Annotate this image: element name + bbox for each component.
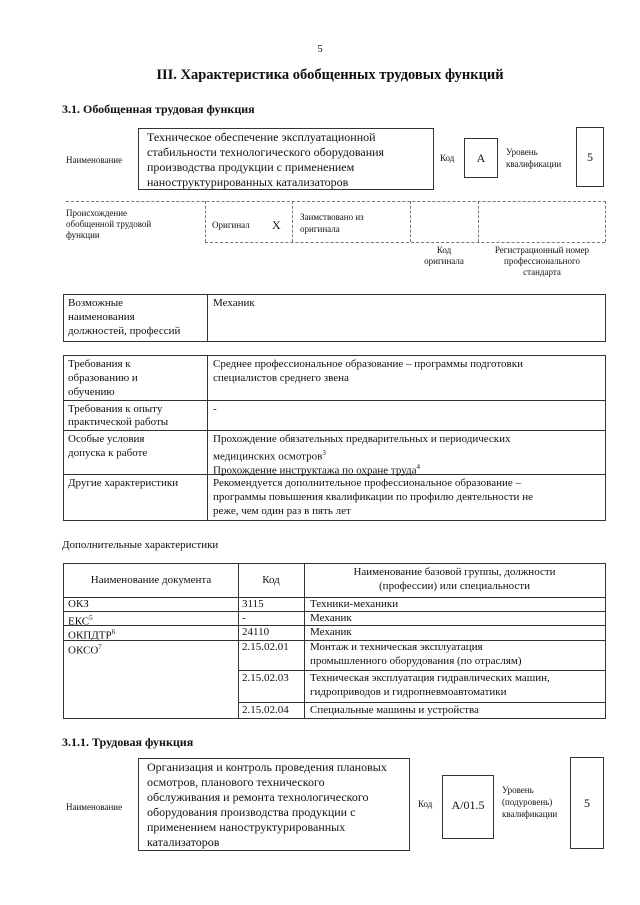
col-header-doc: Наименование документа xyxy=(90,574,212,586)
borrowed-label: оригинала xyxy=(300,224,340,234)
req-label: образованию и xyxy=(68,372,138,384)
req-label: Другие характеристики xyxy=(68,477,179,489)
req-value: Прохождение инструктажа по охране труда$^4$ xyxy=(213,463,421,477)
req-value: программы повышения квалификации по профилю деятельности не xyxy=(213,491,533,503)
level-value: 5 xyxy=(584,796,590,810)
function-name-line: наноструктурированных катализаторов xyxy=(147,175,349,189)
name-label: Наименование xyxy=(66,802,123,812)
code-original-label: Код xyxy=(436,245,452,255)
borrowed-label: Заимствовано из xyxy=(300,212,364,222)
origin-label: функции xyxy=(66,230,100,240)
doc-cell: ЕКС$^5$ xyxy=(68,614,93,628)
req-label: Требования к опыту xyxy=(68,403,163,415)
name-cell: Техническая эксплуатация гидравлических машин, xyxy=(310,672,550,684)
origin-label: Происхождение xyxy=(66,208,128,218)
original-mark: X xyxy=(272,218,281,232)
level-label: квалификации xyxy=(506,159,562,169)
req-value: Рекомендуется дополнительное профессиональное образование – xyxy=(213,477,522,489)
name-label: Наименование xyxy=(66,155,123,165)
col-header-name: (профессии) или специальности xyxy=(379,580,530,592)
col-header-code: Код xyxy=(262,574,280,586)
name-cell: промышленного оборудования (по отраслям) xyxy=(310,655,522,667)
doc-cell: ОКСО$^7$ xyxy=(68,643,102,657)
labor-function-line: оборудования производства продукции с xyxy=(147,805,356,819)
doc-cell: ОКЗ xyxy=(68,598,89,610)
labor-function-line: катализаторов xyxy=(147,835,220,849)
col-header-name: Наименование базовой группы, должности xyxy=(353,566,556,578)
level-box xyxy=(576,127,604,187)
requirements-table xyxy=(63,355,606,521)
code-value: A xyxy=(476,151,486,165)
labor-function-line: Организация и контроль проведения плановых xyxy=(147,760,387,774)
req-value: медицинских осмотров$^3$ xyxy=(213,449,326,463)
labor-function-name-box xyxy=(138,758,410,851)
level-label: квалификации xyxy=(502,809,558,819)
req-label: допуска к работе xyxy=(68,447,148,459)
reg-number-label: профессионального xyxy=(504,256,580,266)
function-name-line: Техническое обеспечение эксплуатационной xyxy=(147,130,376,144)
page-number: 5 xyxy=(317,44,323,55)
level-box xyxy=(570,757,604,849)
code-box xyxy=(442,775,494,839)
code-cell: 24110 xyxy=(242,626,270,638)
name-cell: Механик xyxy=(310,612,352,624)
code-cell: 3115 xyxy=(242,598,264,610)
code-cell: 2.15.02.04 xyxy=(242,704,289,716)
code-label: Код xyxy=(440,153,455,163)
section-heading-3-1-1: 3.1.1. Трудовая функция xyxy=(62,735,194,749)
reg-number-label: стандарта xyxy=(523,267,561,277)
code-box xyxy=(464,138,498,178)
name-cell: Специальные машины и устройства xyxy=(310,704,479,716)
code-value: A/01.5 xyxy=(451,798,485,812)
section-heading-3-1: 3.1. Обобщенная трудовая функция xyxy=(62,102,255,116)
code-original-label: оригинала xyxy=(424,256,464,266)
doc-cell: ОКПДТР$^6$ xyxy=(68,628,116,642)
code-cell: 2.15.02.03 xyxy=(242,672,289,684)
function-name-line: производства продукции с применением xyxy=(147,160,355,174)
positions-label: наименования xyxy=(68,311,135,323)
name-cell: Техники-механики xyxy=(310,598,399,610)
level-label: Уровень xyxy=(506,147,538,157)
req-value: Прохождение обязательных предварительных и периодических xyxy=(213,433,511,445)
positions-value: Механик xyxy=(213,297,255,309)
code-cell: 2.15.02.01 xyxy=(242,641,289,653)
level-value: 5 xyxy=(587,150,593,164)
req-value: реже, чем один раз в пять лет xyxy=(213,505,351,517)
req-label: Особые условия xyxy=(68,433,145,445)
name-cell: Монтаж и техническая эксплуатация xyxy=(310,641,483,653)
req-label: практической работы xyxy=(68,416,169,428)
page-title: III. Характеристика обобщенных трудовых функций xyxy=(156,67,504,83)
level-label: (подуровень) xyxy=(502,797,553,807)
req-value: специалистов среднего звена xyxy=(213,372,349,384)
reg-number-label: Регистрационный номер xyxy=(494,245,590,255)
labor-function-line: применением наноструктурированных xyxy=(147,820,346,834)
additional-table xyxy=(63,563,606,719)
code-cell: - xyxy=(242,612,246,624)
req-label: Требования к xyxy=(68,358,131,370)
req-label: обучению xyxy=(68,386,115,398)
req-value: - xyxy=(213,403,217,415)
function-name-line: стабильности технологического оборудования xyxy=(147,145,385,159)
level-label: Уровень xyxy=(502,785,534,795)
function-name-box xyxy=(138,128,434,190)
name-cell: Механик xyxy=(310,626,352,638)
name-cell: гидроприводов и гидропневмоавтоматики xyxy=(310,686,507,698)
original-label: Оригинал xyxy=(212,220,250,230)
positions-label: должностей, профессий xyxy=(68,325,181,337)
req-value: Среднее профессиональное образование – программы подготовки xyxy=(213,358,523,370)
positions-label: Возможные xyxy=(68,297,123,309)
labor-function-line: обслуживания и ремонта технологического xyxy=(147,790,369,804)
additional-heading: Дополнительные характеристики xyxy=(62,539,219,551)
origin-label: обобщенной трудовой xyxy=(66,219,152,229)
code-label: Код xyxy=(418,799,433,809)
positions-table xyxy=(63,294,606,342)
labor-function-line: осмотров, планового технического xyxy=(147,775,325,789)
